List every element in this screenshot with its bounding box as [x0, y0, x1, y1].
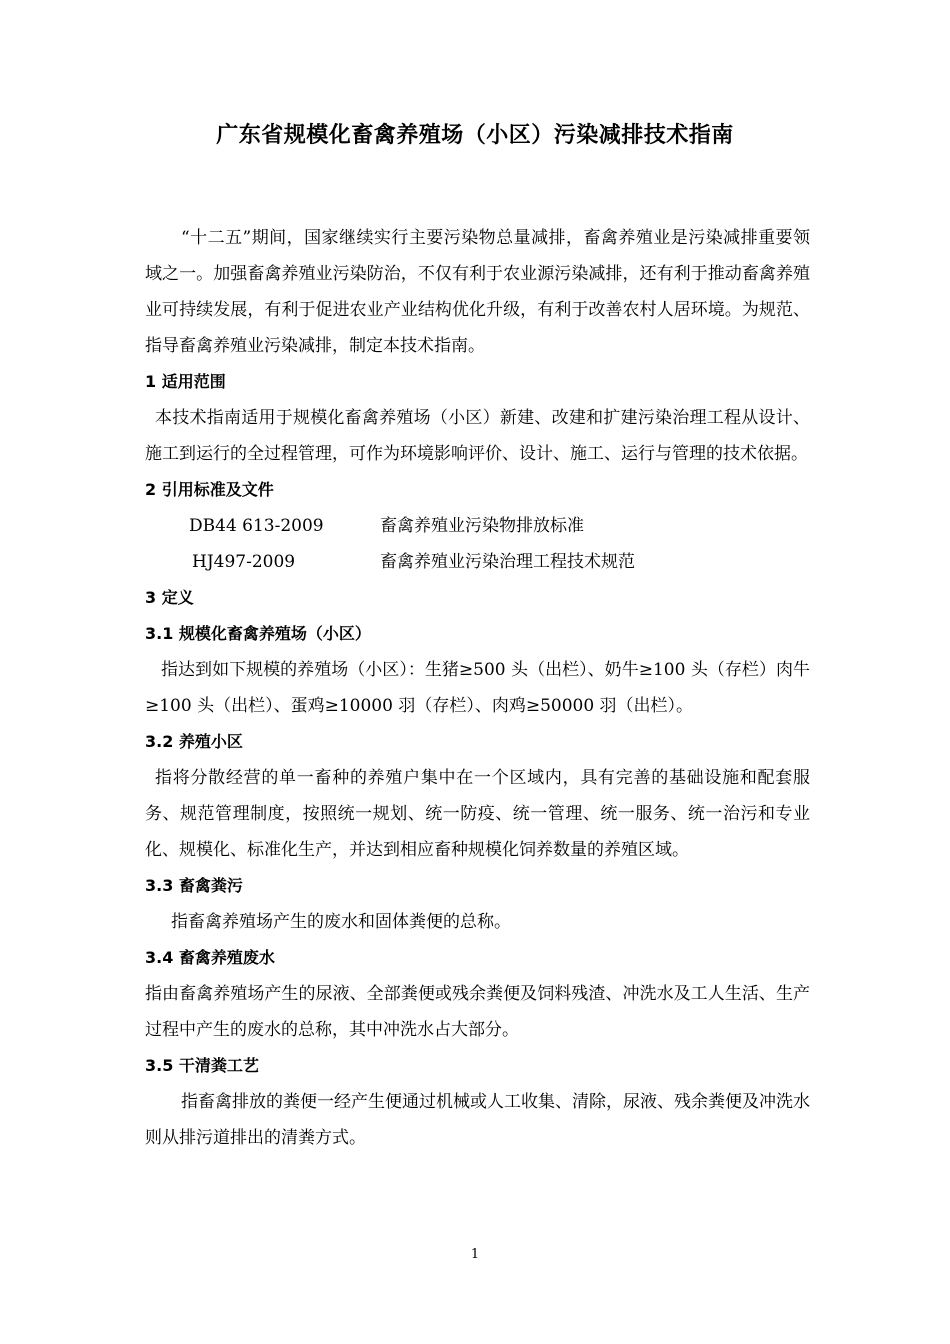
section-3-1-heading: 3.1 规模化畜禽养殖场（小区） — [145, 624, 371, 643]
section-2-heading: 2 引用标准及文件 — [145, 480, 274, 499]
document-title: 广东省规模化畜禽养殖场（小区）污染减排技术指南 — [216, 123, 734, 148]
reference-name: 畜禽养殖业污染治理工程技术规范 — [380, 552, 635, 572]
reference-row — [145, 544, 810, 580]
page-number: 1 — [470, 1247, 480, 1262]
section-1-heading: 1 适用范围 — [145, 372, 226, 391]
intro-paragraph: “十二五”期间，国家继续实行主要污染物总量减排，畜禽养殖业是污染减排重要领域之一。加强畜禽养殖业污染防治，不仅有利于农业源污染减排，还有利于推动畜禽养殖业可持续发展，有利于促进农业产业结构优化升级，有利于改善农村人居环境。为规范、指导畜禽养殖业污染减排，制定本技术指南。 — [145, 228, 810, 356]
section-3-1-text: 指达到如下规模的养殖场（小区）：生猪≥500 头（出栏）、奶牛≥100 头（存栏）肉牛≥100 头（出栏）、蛋鸡≥10000 羽（存栏）、肉鸡≥50000 羽（出栏）。 — [145, 660, 810, 716]
section-3-5-heading: 3.5 干清粪工艺 — [145, 1056, 259, 1075]
section-3-2-text: 指将分散经营的单一畜种的养殖户集中在一个区域内，具有完善的基础设施和配套服务、规范管理制度，按照统一规划、统一防疫、统一管理、统一服务、统一治污和专业化、规模化、标准化生产，并达到相应畜种规模化饲养数量的养殖区域。 — [145, 768, 810, 860]
reference-row — [145, 508, 810, 544]
section-3-4-text: 指由畜禽养殖场产生的尿液、全部粪便或残余粪便及饲料残渣、冲洗水及工人生活、生产过程中产生的废水的总称，其中冲洗水占大部分。 — [145, 984, 810, 1040]
section-3-3-heading: 3.3 畜禽粪污 — [145, 876, 243, 895]
section-3-heading: 3 定义 — [145, 588, 194, 607]
section-3-5-text: 指畜禽排放的粪便一经产生便通过机械或人工收集、清除，尿液、残余粪便及冲洗水则从排污道排出的清粪方式。 — [145, 1092, 810, 1148]
reference-code: HJ497-2009 — [192, 552, 296, 572]
section-3-4-heading: 3.4 畜禽养殖废水 — [145, 948, 275, 967]
section-3-3-text: 指畜禽养殖场产生的废水和固体粪便的总称。 — [171, 912, 511, 932]
reference-code: DB44 613-2009 — [189, 516, 324, 536]
section-3-2-heading: 3.2 养殖小区 — [145, 732, 243, 751]
reference-name: 畜禽养殖业污染物排放标准 — [380, 516, 584, 536]
section-1-text: 本技术指南适用于规模化畜禽养殖场（小区）新建、改建和扩建污染治理工程从设计、施工到运行的全过程管理，可作为环境影响评价、设计、施工、运行与管理的技术依据。 — [145, 408, 810, 464]
document-body — [145, 220, 810, 1156]
